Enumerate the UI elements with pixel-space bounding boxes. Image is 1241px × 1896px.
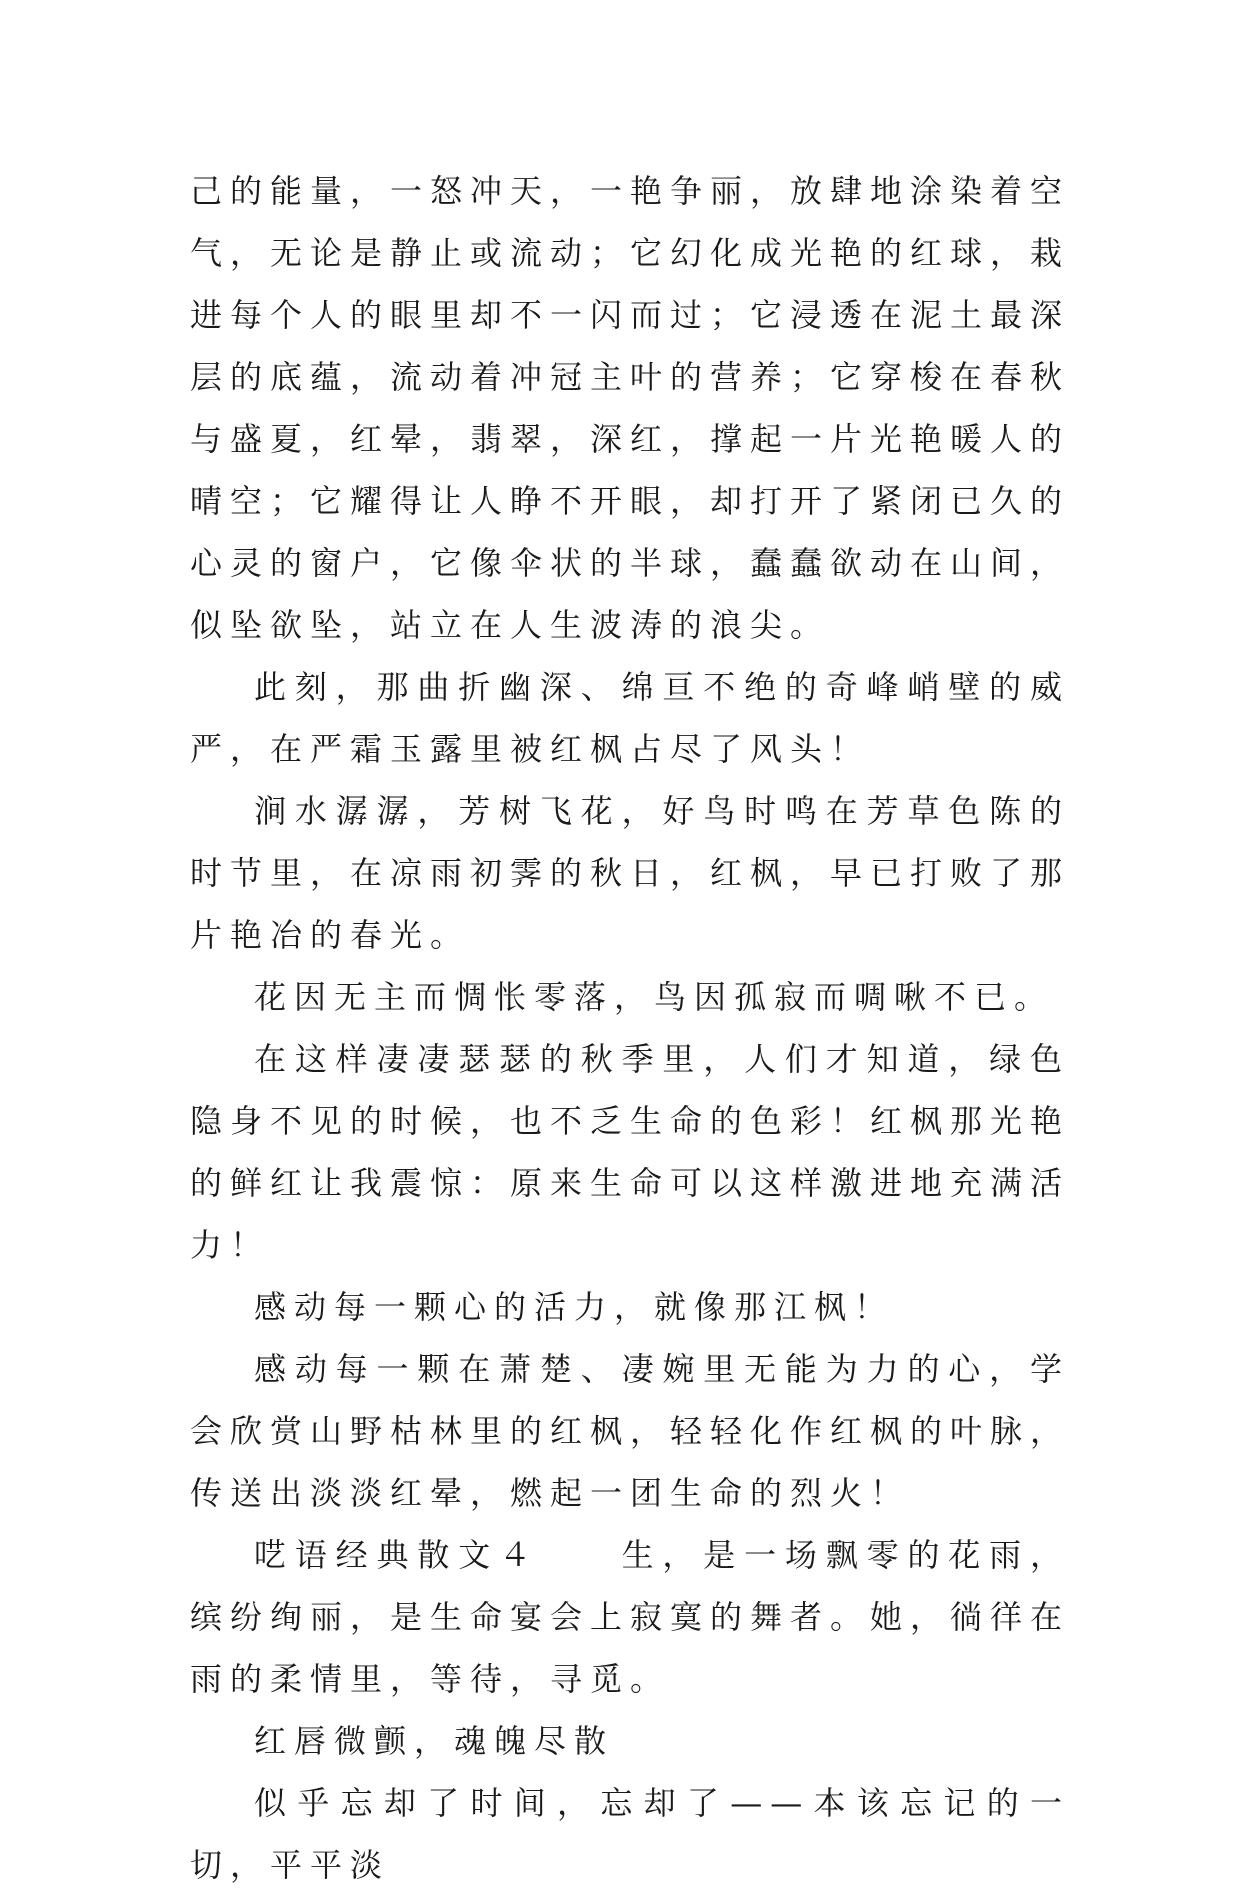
paragraph: 涧水潺潺，芳树飞花，好鸟时鸣在芳草色陈的时节里，在凉雨初霁的秋日，红枫，早已打败了那片艳冶的春光。 <box>190 792 1071 954</box>
paragraph: 红唇微颤，魂魄尽散 <box>254 1722 615 1760</box>
paragraph: 似乎忘却了时间，忘却了——本该忘记的一切，平平淡 <box>190 1784 1070 1884</box>
paragraph-continuation: 己的能量，一怒冲天，一艳争丽，放肆地涂染着空气，无论是静止或流动；它幻化成光艳的红球，栽进每个人的眼里却不一闪而过；它浸透在泥土最深层的底蕴，流动着冲冠主叶的营养；它穿梭在春秋与盛夏，红晕，翡翠，深红，撑起一片光艳暖人的晴空；它耀得让人睁不开眼，却打开了紧闭已久的心灵的窗户，它像伞状的半球，蠢蠢欲动在山间，似坠欲坠，站立在人生波涛的浪尖。 <box>190 172 1071 644</box>
document-body <box>190 160 1070 1896</box>
paragraph-section-heading: 呓语经典散文４ 生，是一场飘零的花雨，缤纷绚丽，是生命宴会上寂寞的舞者。她，徜徉在雨的柔情里，等待，寻觅。 <box>190 1536 1071 1698</box>
paragraph: 此刻，那曲折幽深、绵亘不绝的奇峰峭壁的威严，在严霜玉露里被红枫占尽了风头！ <box>190 668 1070 768</box>
paragraph: 花因无主而惆怅零落，鸟因孤寂而啁啾不已。 <box>254 978 1055 1016</box>
paragraph: 在这样凄凄瑟瑟的秋季里，人们才知道，绿色隐身不见的时候，也不乏生命的色彩！红枫那光艳的鲜红让我震惊：原来生命可以这样激进地充满活力！ <box>190 1040 1071 1264</box>
paragraph: 感动每一颗在萧楚、凄婉里无能为力的心，学会欣赏山野枯林里的红枫，轻轻化作红枫的叶脉，传送出淡淡红晕，燃起一团生命的烈火！ <box>190 1350 1071 1512</box>
paragraph: 感动每一颗心的活力，就像那江枫！ <box>254 1288 895 1326</box>
